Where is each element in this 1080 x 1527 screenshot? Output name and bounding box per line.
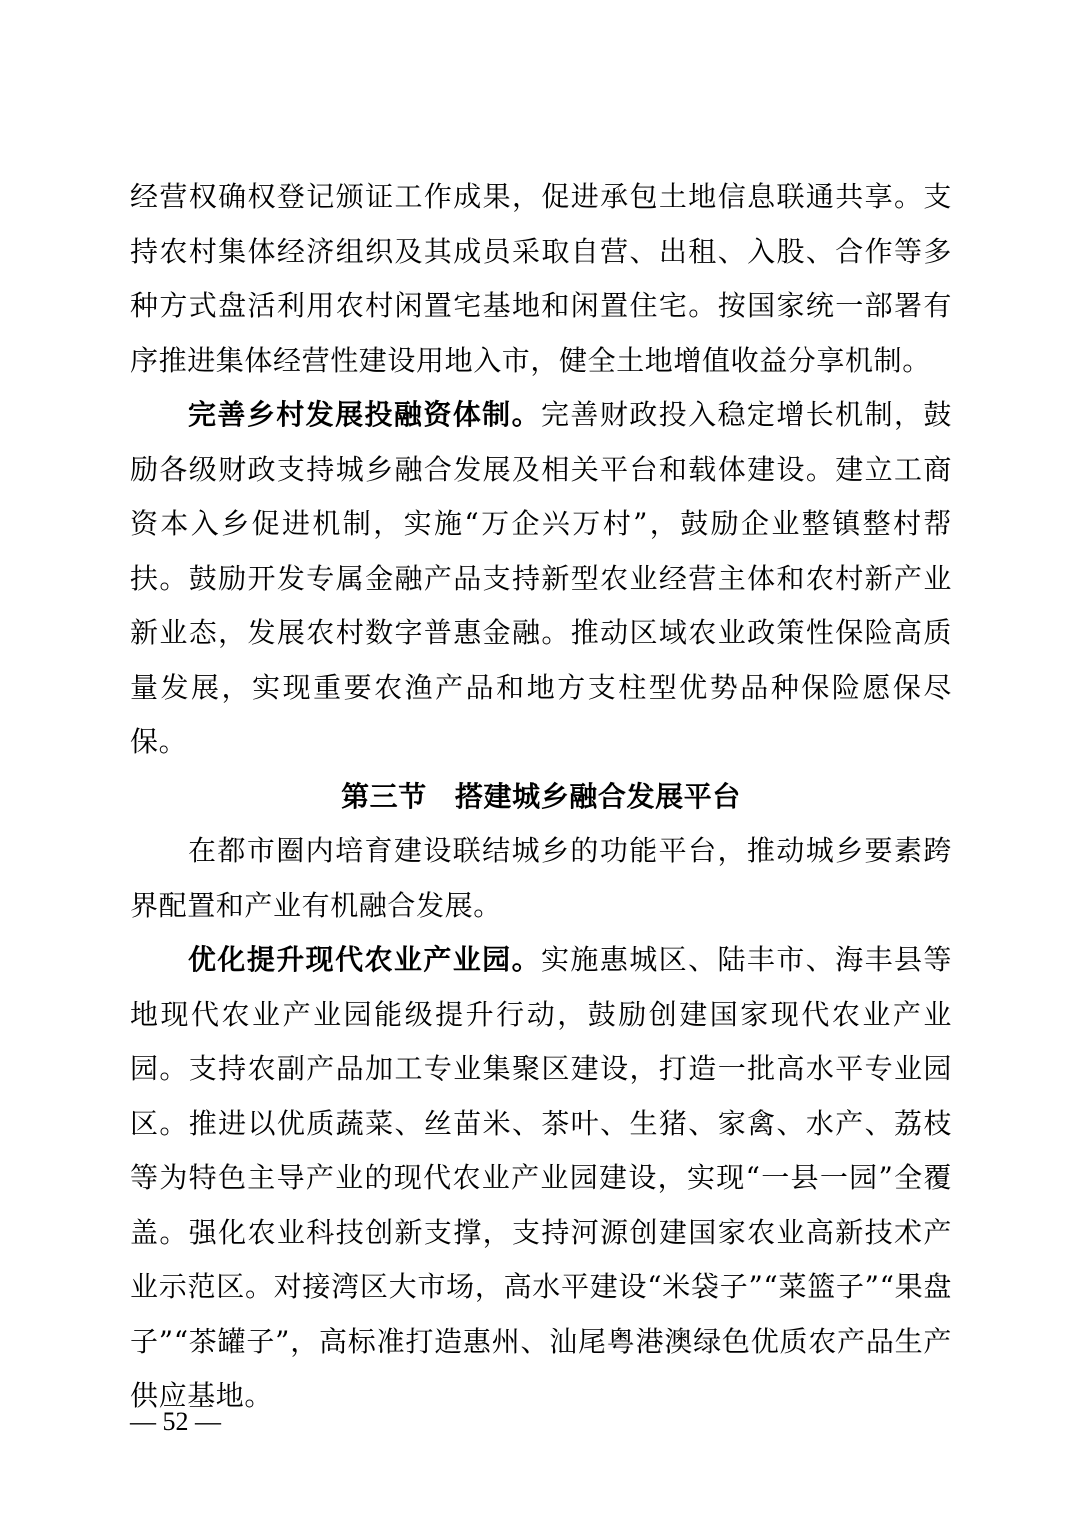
section-heading xyxy=(130,770,952,825)
industrial-park-paragraph xyxy=(130,933,952,1424)
finance-paragraph-lead: 完善乡村发展投融资体制。 xyxy=(188,398,541,431)
industrial-park-paragraph-lead: 优化提升现代农业产业园。 xyxy=(188,943,541,976)
section-number: 第三节 xyxy=(341,779,427,813)
finance-paragraph-body: 完善财政投入稳定增长机制，鼓励各级财政支持城乡融合发展及相关平台和载体建设。建立工商资本入乡促进机制，实施“万企兴万村”，鼓励企业整镇整村帮扶。鼓励开发专属金融产品支持新型农业经营主体和农村新产业新业态，发展农村数字普惠金融。推动区域农业政策性保险高质量发展，实现重要农渔产品和地方支柱型优势品种保险愿保尽保。 xyxy=(130,398,953,758)
finance-paragraph xyxy=(130,388,952,770)
continuation-paragraph: 经营权确权登记颁证工作成果，促进承包土地信息联通共享。支持农村集体经济组织及其成员采取自营、出租、入股、合作等多种方式盘活利用农村闲置宅基地和闲置住宅。按国家统一部署有序推进集体经营性建设用地入市，健全土地增值收益分享机制。 xyxy=(130,180,952,377)
page-number: — 52 — xyxy=(130,1407,221,1436)
industrial-park-paragraph-body: 实施惠城区、陆丰市、海丰县等地现代农业产业园能级提升行动，鼓励创建国家现代农业产业园。支持农副产品加工专业集聚区建设，打造一批高水平专业园区。推进以优质蔬菜、丝苗米、茶叶、生猪、家禽、水产、荔枝等为特色主导产业的现代农业产业园建设，实现“一县一园”全覆盖。强化农业科技创新支撑，支持河源创建国家农业高新技术产业示范区。对接湾区大市场，高水平建设“米袋子”“菜篮子”“果盘子”“茶罐子”，高标准打造惠州、汕尾粤港澳绿色优质农产品生产供应基地。 xyxy=(130,943,953,1412)
document-body xyxy=(130,170,952,1424)
section-title: 搭建城乡融合发展平台 xyxy=(454,779,741,813)
section-intro-paragraph: 在都市圈内培育建设联结城乡的功能平台，推动城乡要素跨界配置和产业有机融合发展。 xyxy=(130,834,952,922)
